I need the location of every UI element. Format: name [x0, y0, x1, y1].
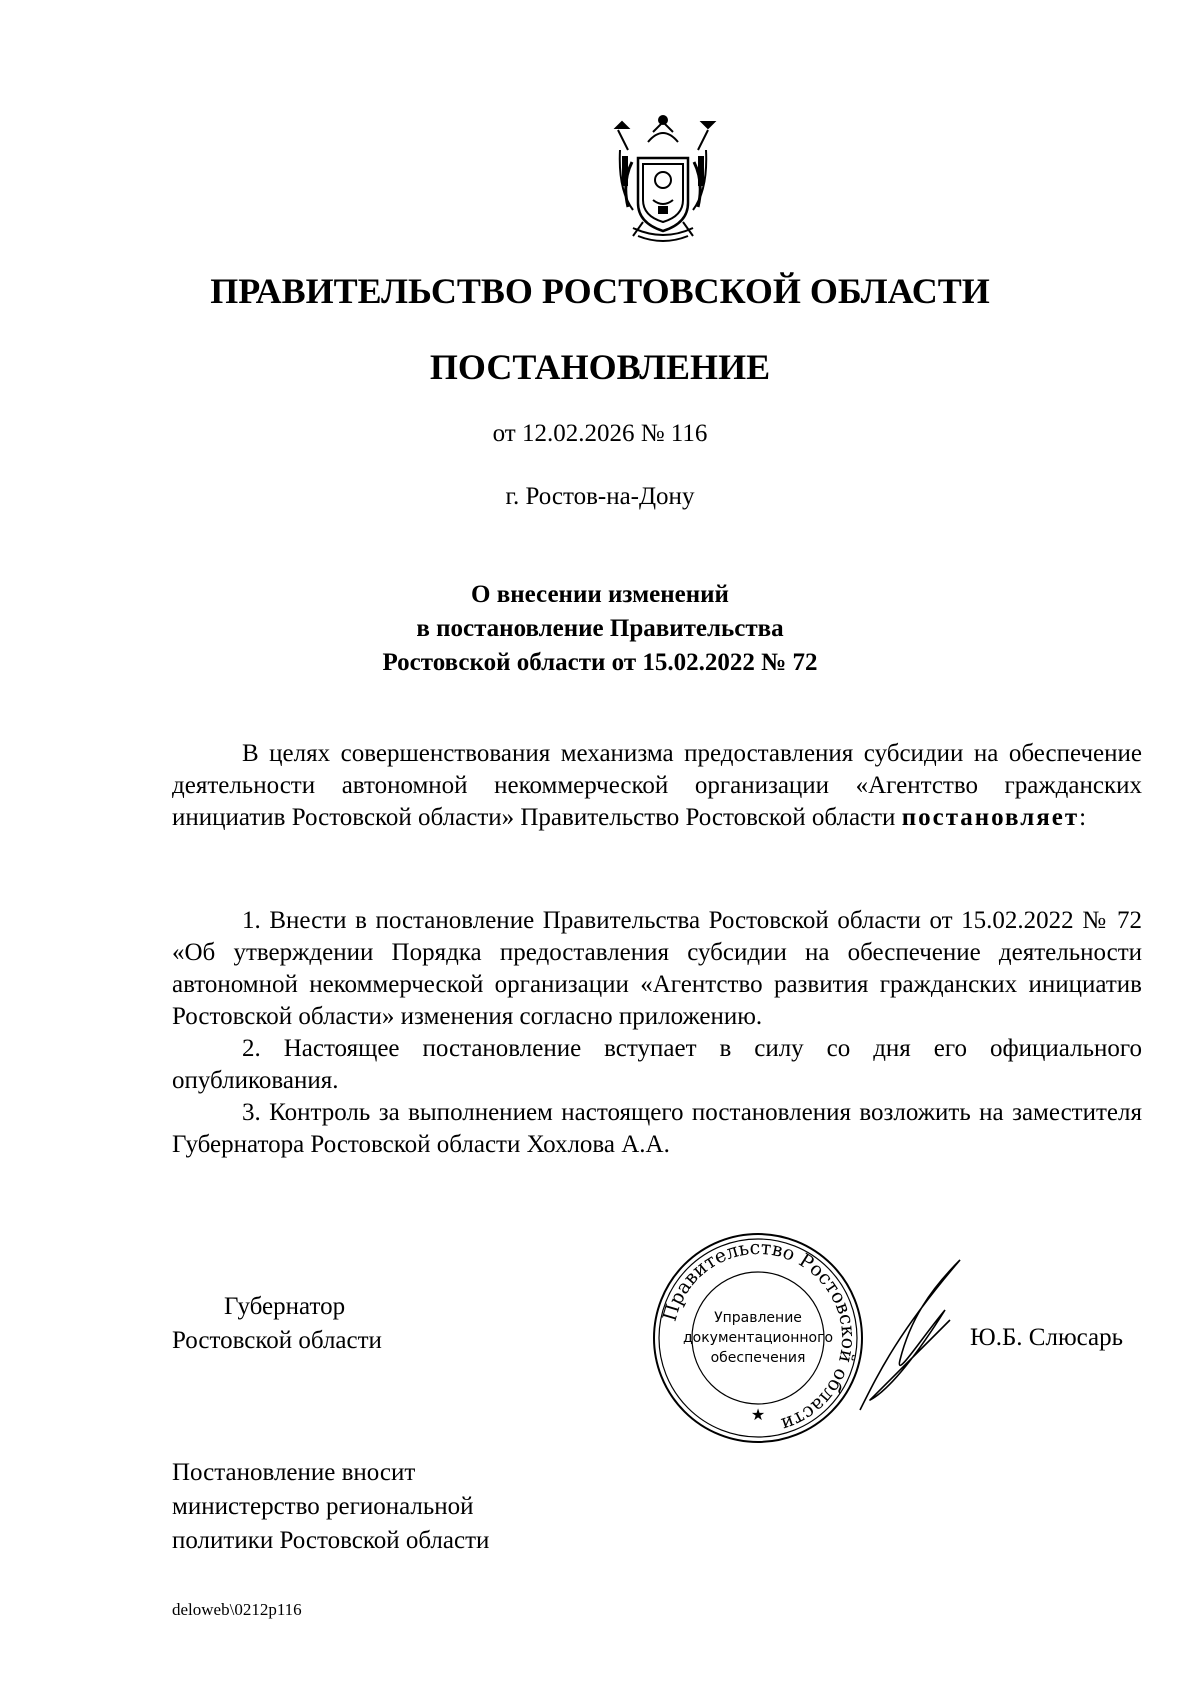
document-city: г. Ростов-на-Дону — [505, 483, 695, 510]
signatory-position — [172, 1290, 382, 1358]
document-subject — [0, 578, 1200, 680]
preamble-text: В целях совершенствования механизма предоставления субсидии на обеспечение деятельности автономной некоммерческой организации «Агентство гражданских инициатив Ростовской области» Правительство Ростовской области — [172, 740, 1142, 831]
document-date-number: от 12.02.2026 № 116 — [492, 420, 708, 447]
submitted-by-line: политики Ростовской области — [172, 1527, 490, 1554]
resolution-item: 2. Настоящее постановление вступает в силу со дня его официального опубликования. — [172, 1035, 1142, 1094]
signatory-name: Ю.Б. Слюсарь — [970, 1324, 1124, 1351]
signatory-position-line: Губернатор — [224, 1293, 346, 1320]
preamble-paragraph — [172, 738, 1142, 834]
handwritten-signature — [850, 1250, 970, 1420]
stamp-center-line: Управление — [714, 1310, 802, 1326]
resolution-items — [172, 905, 1142, 1161]
signatory-position-line: Ростовской области — [172, 1327, 382, 1354]
subject-line: Ростовской области от 15.02.2022 № 72 — [382, 649, 818, 676]
preamble-colon: : — [1079, 804, 1087, 831]
submitted-by-line: министерство региональной — [172, 1493, 474, 1520]
document-type-title: ПОСТАНОВЛЕНИЕ — [429, 347, 771, 387]
organization-title: ПРАВИТЕЛЬСТВО РОСТОВСКОЙ ОБЛАСТИ — [210, 271, 990, 311]
stamp-ring-text: Правительство Ростовской области — [658, 1236, 860, 1436]
resolution-item: 3. Контроль за выполнением настоящего постановления возложить на заместителя Губернатора Ростовской области Хохлова А.А. — [172, 1099, 1142, 1158]
coat-of-arms-emblem — [598, 110, 728, 248]
subject-line: в постановление Правительства — [416, 615, 784, 642]
submitted-by-note — [172, 1456, 489, 1558]
submitted-by-line: Постановление вносит — [172, 1459, 416, 1486]
resolution-item: 1. Внести в постановление Правительства Ростовской области от 15.02.2022 № 72 «Об утверждении Порядка предоставления субсидии на обеспечение деятельности автономной некоммерческой организации «Агентство развития гражданских инициатив Ростовской области» изменения согласно приложению. — [172, 907, 1142, 1030]
stamp-star-icon: ★ — [750, 1407, 766, 1424]
preamble-keyword: постановляет — [901, 804, 1080, 831]
subject-line: О внесении изменений — [471, 581, 729, 608]
document-id: deloweb\0212p116 — [172, 1600, 302, 1619]
stamp-center-line: документационного — [682, 1330, 834, 1346]
official-stamp — [648, 1228, 868, 1448]
stamp-center-line: обеспечения — [710, 1350, 806, 1366]
